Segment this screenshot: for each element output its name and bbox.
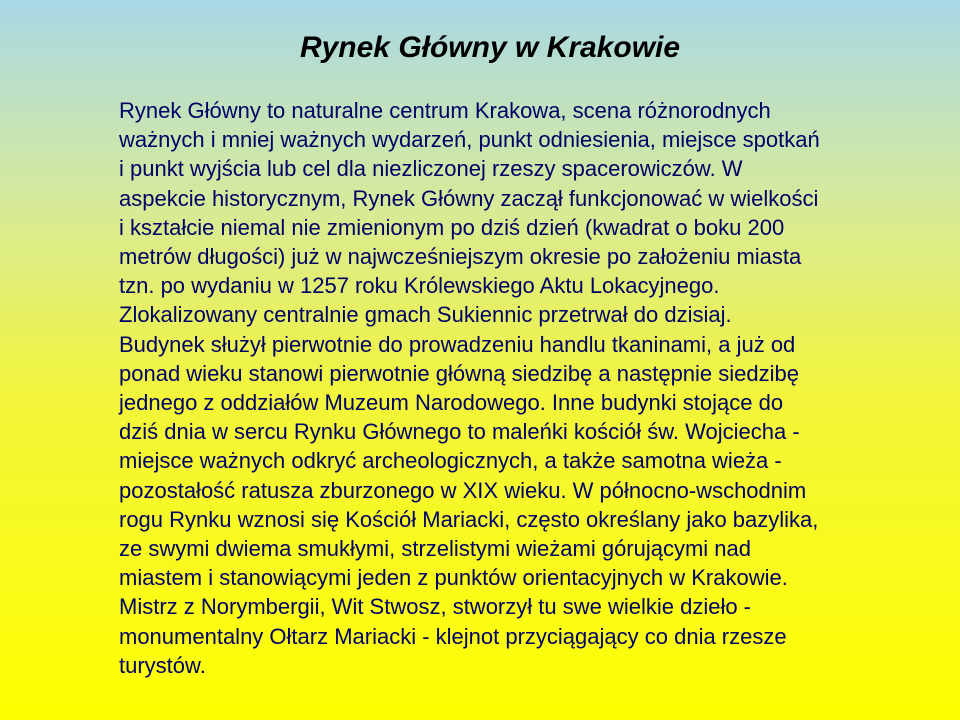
body-line: Rynek Główny to naturalne centrum Krakowa, scena różnorodnych	[119, 98, 771, 123]
body-line: i punkt wyjścia lub cel dla niezliczonej rzeszy spacerowiczów. W	[119, 156, 743, 182]
body-line: miejsce ważnych odkryć archeologicznych, a także samotna wieża -	[119, 448, 782, 474]
body-line: pozostałość ratusza zburzonego w XIX wieku. W północno-wschodnim	[119, 477, 807, 503]
body-line: ważnych i mniej ważnych wydarzeń, punkt odniesienia, miejsce spotkań	[119, 127, 820, 153]
body-line: ponad wieku stanowi pierwotnie główną siedzibę a następnie siedzibę	[119, 360, 799, 386]
body-line: miastem i stanowiącymi jeden z punktów orientacyjnych w Krakowie.	[119, 565, 788, 591]
body-line: metrów długości) już w najwcześniejszym okresie po założeniu miasta	[119, 244, 802, 270]
body-line: turystów.	[119, 652, 206, 678]
body-line: i kształcie niemal nie zmienionym po dziś dzień (kwadrat o boku 200	[119, 214, 785, 240]
body-line: Budynek służył pierwotnie do prowadzeniu handlu tkaninami, a już od	[119, 331, 796, 357]
slide-body-text	[119, 96, 889, 680]
body-line: rogu Rynku wznosi się Kościół Mariacki, często określany jako bazylika,	[119, 506, 819, 532]
body-line: jednego z oddziałów Muzeum Narodowego. Inne budynki stojące do	[119, 390, 784, 416]
body-line: dziś dnia w sercu Rynku Głównego to maleńki kościół św. Wojciecha -	[119, 419, 800, 445]
slide-title: Rynek Główny w Krakowie	[299, 31, 681, 64]
body-line: Mistrz z Norymbergii, Wit Stwosz, stworzył tu swe wielkie dzieło -	[119, 594, 752, 620]
body-line: aspekcie historycznym, Rynek Główny zaczął funkcjonować w wielkości	[119, 185, 819, 211]
body-line: monumentalny Ołtarz Mariacki - klejnot przyciągający co dnia rzesze	[119, 623, 787, 649]
body-line: Zlokalizowany centralnie gmach Sukiennic przetrwał do dzisiaj.	[119, 302, 732, 328]
body-line: ze swymi dwiema smukłymi, strzelistymi wieżami górującymi nad	[119, 536, 752, 562]
body-line: tzn. po wydaniu w 1257 roku Królewskiego Aktu Lokacyjnego.	[119, 273, 720, 299]
